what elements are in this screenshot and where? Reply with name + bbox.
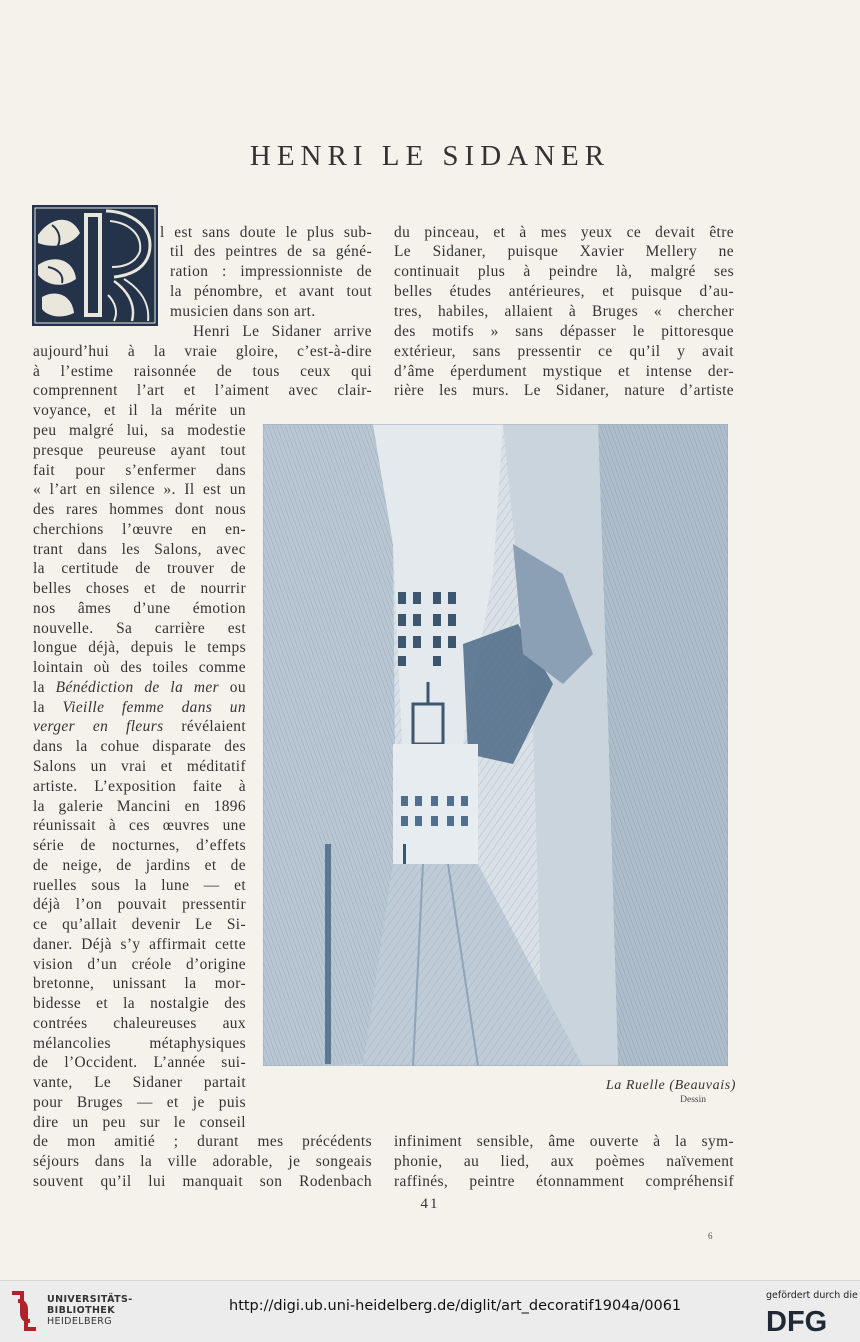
left-text-line: déjà l’on pouvait pressentir xyxy=(33,896,246,913)
left-text-line: nos âmes d’une émotion xyxy=(33,600,246,617)
left-text-line: trant dans les Salons, avec xyxy=(33,541,246,558)
right-text-line: continuait plus à peindre là, malgré ses xyxy=(394,263,734,280)
left-text-line: vision d’un créole d’origine xyxy=(33,956,246,973)
ornamental-dropcap-icon xyxy=(32,205,158,326)
figure-sub-caption: Dessin xyxy=(680,1095,706,1105)
left-text-line: artiste. L’exposition faite à xyxy=(33,778,246,795)
left-text-line: til des peintres de sa géné- xyxy=(170,243,372,260)
left-text-line: verger en fleurs révélaient xyxy=(33,718,247,735)
left-text-line: réunissait à ces œuvres une xyxy=(33,817,246,834)
page-number: 41 xyxy=(420,1196,440,1212)
right-text-line: tres, habiles, allaient à Bruges « chercher xyxy=(394,303,734,320)
left-text-line: de l’Occident. L’année sui- xyxy=(33,1054,246,1071)
left-text-line: Henri Le Sidaner arrive xyxy=(193,323,372,340)
right-text-line: des motifs » sans dépasser le pittoresque xyxy=(394,323,734,340)
left-text-line: voyance, et il la mérite un xyxy=(33,402,246,419)
left-text-line: de neige, de jardins et de xyxy=(33,857,246,874)
left-text-line: musicien dans son art. xyxy=(170,303,316,320)
article-title: HENRI LE SIDANER xyxy=(249,140,611,172)
left-text-line: séjours dans la ville adorable, je songeais xyxy=(33,1153,372,1170)
dfg-logo[interactable] xyxy=(766,1305,848,1335)
left-text-line: vante, Le Sidaner partait xyxy=(33,1074,246,1091)
left-text-line: la pénombre, et avant tout xyxy=(170,283,372,300)
funded-by-label: gefördert durch die xyxy=(766,1290,858,1301)
left-text-line: dans la cohue disparate des xyxy=(33,738,246,755)
left-text-line: de mon amitié ; durant mes précédents xyxy=(33,1133,372,1150)
ruelle-drawing-image xyxy=(263,424,728,1066)
left-text-line: pour Bruges — et je puis xyxy=(33,1094,246,1111)
right-text-line: infiniment sensible, âme ouverte à la sym- xyxy=(394,1133,734,1150)
right-text-line: d’âme éperdument mystique et intense der- xyxy=(394,363,734,380)
left-text-line: presque peureuse ayant tout xyxy=(33,442,246,459)
left-text-line: l est sans doute le plus sub- xyxy=(160,224,372,241)
left-text-line: ration : impressionniste de xyxy=(170,263,372,280)
left-text-line: longue déjà, depuis le temps xyxy=(33,639,246,656)
right-text-line: raffinés, peintre étonnamment compréhensif xyxy=(394,1173,734,1190)
left-text-line: bretonne, unissant la mor- xyxy=(33,975,246,992)
left-text-line: lointain où des toiles comme xyxy=(33,659,246,676)
digitization-footer xyxy=(0,1280,860,1342)
figure-caption: La Ruelle (Beauvais) xyxy=(605,1078,736,1093)
left-text-line: contrées chaleureuses aux xyxy=(33,1015,246,1032)
left-text-line: des rares hommes dont nous xyxy=(33,501,246,518)
left-text-line: cherchions l’œuvre en en- xyxy=(33,521,246,538)
left-text-line: dire un peu sur le conseil xyxy=(33,1114,246,1131)
library-name-line: BIBLIOTHEK xyxy=(47,1305,115,1316)
left-text-line: mélancolies métaphysiques xyxy=(33,1035,246,1052)
left-text-line: la Bénédiction de la mer ou xyxy=(33,679,246,696)
right-text-line: du pinceau, et à mes yeux ce devait être xyxy=(394,224,734,241)
right-text-line: belles études antérieures, et puisque d’au- xyxy=(394,283,734,300)
left-text-line: fait pour s’enfermer dans xyxy=(33,462,246,479)
library-name-line: HEIDELBERG xyxy=(47,1316,113,1327)
left-text-line: souvent qu’il lui manquait son Rodenbach xyxy=(33,1173,372,1190)
dfg-logo-text: DFG xyxy=(766,1306,828,1335)
left-text-line: la certitude de trouver de xyxy=(33,560,246,577)
left-text-line: à l’estime raisonnée de tous ceux qui xyxy=(33,363,372,380)
left-text-line: la galerie Mancini en 1896 xyxy=(33,798,246,815)
left-text-line: belles choses et de nourrir xyxy=(33,580,246,597)
left-text-line: comprennent l’art et l’aiment avec clair- xyxy=(33,382,372,399)
left-text-line: peu malgré lui, sa modestie xyxy=(33,422,246,439)
left-text-line: Salons un vrai et méditatif xyxy=(33,758,246,775)
left-text-line: bidesse et la nostalgie des xyxy=(33,995,246,1012)
right-text-line: extérieur, sans pressentir ce qu’il y avait xyxy=(394,343,734,360)
left-text-line: série de nocturnes, d’effets xyxy=(33,837,246,854)
library-name xyxy=(47,1294,133,1327)
university-library-logo-icon[interactable] xyxy=(8,1289,40,1333)
library-name-line: UNIVERSITÄTS- xyxy=(47,1294,133,1305)
left-text-line: la Vieille femme dans un xyxy=(33,699,246,716)
left-text-line: daner. Déjà s’y affirmait cette xyxy=(33,936,246,953)
left-text-line: ce qu’allait devenir Le Si- xyxy=(33,916,246,933)
signature-mark: 6 xyxy=(708,1231,713,1241)
right-text-line: rière les murs. Le Sidaner, nature d’artiste xyxy=(394,382,734,399)
left-text-line: ruelles sous la lune — et xyxy=(33,877,246,894)
permalink-url[interactable]: http://digi.ub.uni-heidelberg.de/diglit/art_decoratif1904a/0061 xyxy=(229,1298,682,1314)
right-text-line: phonie, au lied, aux poèmes naïvement xyxy=(394,1153,734,1170)
right-text-line: Le Sidaner, puisque Xavier Mellery ne xyxy=(394,243,734,260)
left-text-line: nouvelle. Sa carrière est xyxy=(33,620,246,637)
left-text-line: « l’art en silence ». Il est un xyxy=(33,481,246,498)
left-text-line: aujourd’hui à la vraie gloire, c’est-à-dire xyxy=(33,343,372,360)
